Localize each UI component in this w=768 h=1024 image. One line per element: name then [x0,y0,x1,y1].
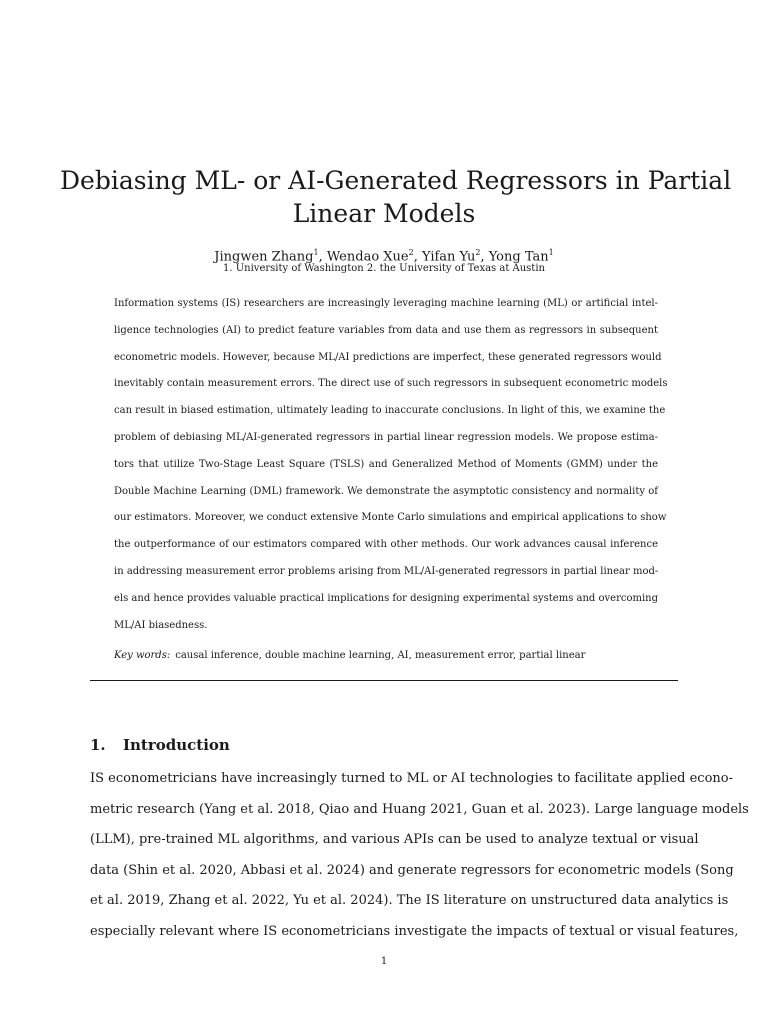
title-line-2: Linear Models [292,199,476,228]
body-line: data (Shin et al. 2020, Abbasi et al. 2024) and generate regressors for econometric models (Song [90,862,734,878]
section-title: Introduction [123,736,230,754]
body-line: metric research (Yang et al. 2018, Qiao and Huang 2021, Guan et al. 2023). Large language models [90,801,749,817]
author-name: Wendao Xue [326,249,409,265]
author-name: Yong Tan [488,249,549,265]
page-number: 1 [380,956,388,967]
body-line: especially relevant where IS econometricians investigate the impacts of textual or visual features, [90,923,739,939]
abstract-line: our estimators. Moreover, we conduct extensive Monte Carlo simulations and empirical applications to show [114,512,667,524]
author-name: Jingwen Zhang [214,249,314,265]
abstract-line: the outperformance of our estimators compared with other methods. Our work advances causal inference [114,539,658,551]
abstract-line: in addressing measurement error problems arising from ML/AI-generated regressors in partial linear mod- [114,565,659,577]
title-line-1: Debiasing ML- or AI-Generated Regressors in Partial [60,166,732,195]
paper-title [60,164,732,230]
keywords [114,649,585,663]
abstract-line: els and hence provides valuable practical implications for designing experimental systems and overcoming [114,592,659,604]
body-line: IS econometricians have increasingly turned to ML or AI technologies to facilitate applied econo- [90,771,733,786]
body-line: (LLM), pre-trained ML algorithms, and various APIs can be used to analyze textual or visual [90,832,699,847]
keywords-text: causal inference, double machine learning, AI, measurement error, partial linear [175,650,586,661]
author-affil-mark: 1 [548,248,554,257]
affiliations: 1. University of Washington 2. the University of Texas at Austin [223,263,545,274]
author-affil-mark: 2 [475,248,481,257]
abstract-line: ligence technologies (AI) to predict feature variables from data and use them as regressors in subsequent [114,324,658,336]
author-name: Yifan Yu [421,249,476,265]
abstract-line: Double Machine Learning (DML) framework. We demonstrate the asymptotic consistency and normality of [114,485,658,497]
section-number: 1. [90,736,106,754]
abstract-line: tors that utilize Two-Stage Least Square (TSLS) and Generalized Method of Moments (GMM) under the [114,458,658,470]
abstract [114,291,668,639]
abstract-line: problem of debiasing ML/AI-generated regressors in partial linear regression models. We propose estima- [114,431,658,443]
section-heading [90,736,230,755]
author-affil-mark: 2 [408,248,414,257]
abstract-line: econometric models. However, because ML/AI predictions are imperfect, these generated regressors would [114,351,662,363]
abstract-line: inevitably contain measurement errors. The direct use of such regressors in subsequent econometric models [114,378,668,390]
body-line: et al. 2019, Zhang et al. 2022, Yu et al. 2024). The IS literature on unstructured data analytics is [90,893,729,908]
abstract-line: Information systems (IS) researchers are increasingly leveraging machine learning (ML) or artificial intel- [114,298,658,309]
author-affil-mark: 1 [313,248,319,257]
author-list: Jingwen Zhang$^1$, Wendao Xue$^2$, Yifan Yu$^2$, Yong Tan$^1$ [214,248,554,265]
section-divider [90,680,678,681]
abstract-line: ML/AI biasedness. [114,619,208,631]
keywords-label: Key words: [114,650,171,661]
abstract-line: can result in biased estimation, ultimately leading to inaccurate conclusions. In light of this, we examine the [114,405,666,417]
introduction-text [90,764,749,947]
